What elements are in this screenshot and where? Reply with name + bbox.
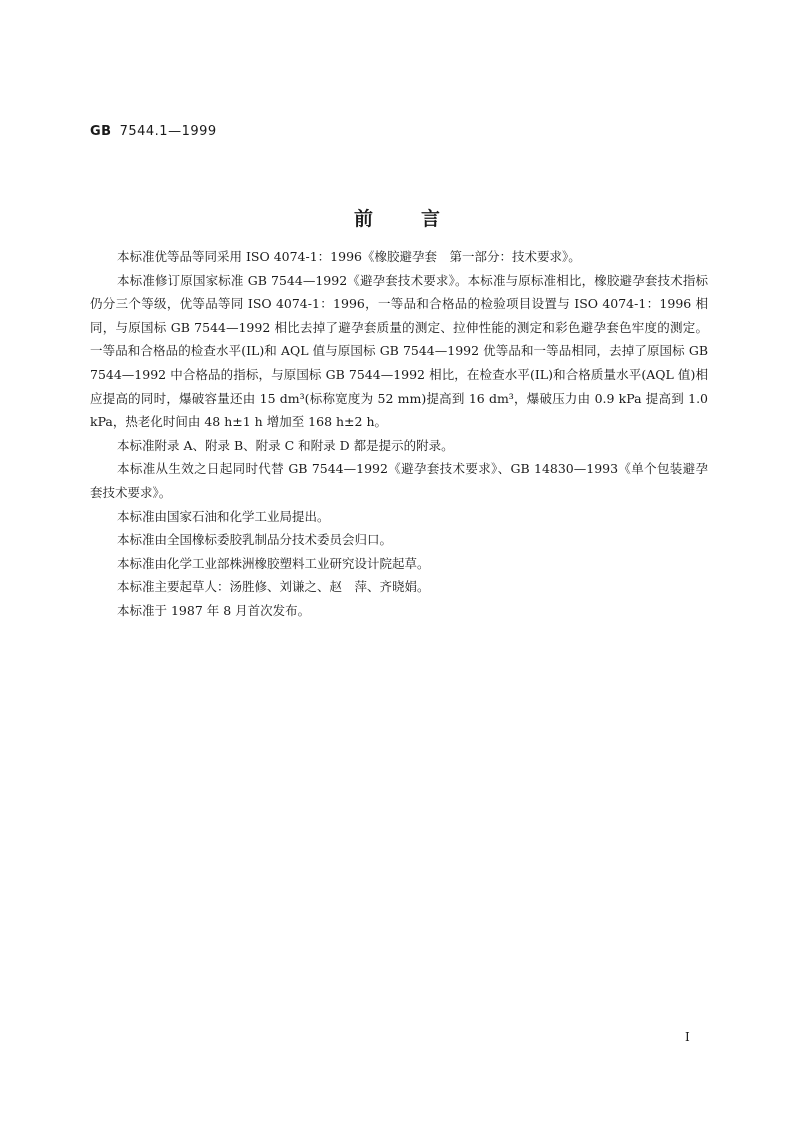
page-number: I — [685, 1030, 690, 1044]
foreword-body — [90, 245, 708, 623]
page-title: 前言 — [353, 208, 488, 230]
paragraph: 本标准由全国橡标委胶乳制品分技术委员会归口。 — [117, 532, 393, 548]
paragraph: 本标准附录 A、附录 B、附录 C 和附录 D 都是提示的附录。 — [117, 437, 454, 453]
standard-code — [90, 124, 217, 139]
paragraph: 本标准优等品等同采用 ISO 4074-1：1996《橡胶避孕套 第一部分：技术要求》。 — [117, 249, 581, 264]
paragraph: 本标准主要起草人：汤胜修、刘谦之、赵 萍、齐晓娟。 — [117, 579, 430, 595]
standard-number: 7544.1—1999 — [119, 124, 217, 139]
paragraph: 本标准于 1987 年 8 月首次发布。 — [117, 602, 311, 618]
paragraph: 本标准从生效之日起同时代替 GB 7544—1992《避孕套技术要求》、GB 14830—1993《单个包装避孕套技术要求》。 — [90, 461, 708, 500]
paragraph: 本标准由国家石油和化学工业局提出。 — [117, 508, 330, 524]
paragraph: 本标准由化学工业部株洲橡胶塑料工业研究设计院起草。 — [117, 555, 430, 571]
standard-prefix: GB — [90, 124, 112, 139]
paragraph: 本标准修订原国家标准 GB 7544—1992《避孕套技术要求》。本标准与原标准相比，橡胶避孕套技术指标仍分三个等级，优等品等同 ISO 4074-1：1996，一等品和合格品的检验项目设置与 ISO 4074-1：1996 相同，与原国标 GB 7544—1992 相比去掉了避孕套质量的测定、拉伸性能的测定和彩色避孕套色牢度的测定。一等品和合格品的检查水平(IL)和 AQL 值与原国标 GB 7544—1992 优等品和一等品相同，去掉了原国标 GB 7544—1992 中合格品的指标，与原国标 GB 7544—1992 相比，在检查水平(IL)和合格质量水平(AQL 值)相应提高的同时，爆破容量还由 15 dm³(标称宽度为 52 mm)提高到 16 dm³，爆破压力由 0.9 kPa 提高到 1.0 kPa，热老化时间由 48 h±1 h 增加至 168 h±2 h。 — [90, 272, 708, 430]
